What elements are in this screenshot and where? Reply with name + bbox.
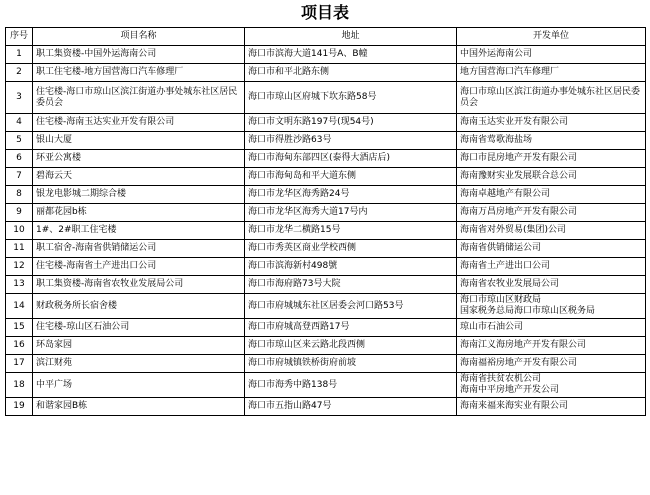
- table-body: [6, 46, 646, 416]
- developer-line: 海南豫财实业发展联合总公司: [460, 171, 578, 181]
- row-number: 9: [6, 204, 33, 222]
- project-address: 海口市龙华二横路15号: [245, 222, 457, 240]
- header-name: 项目名称: [33, 28, 245, 46]
- project-developer: [457, 150, 646, 168]
- project-developer: [457, 168, 646, 186]
- developer-line: 海南万昌房地产开发有限公司: [460, 207, 578, 217]
- project-developer: [457, 204, 646, 222]
- table-row: [6, 240, 646, 258]
- row-number: 17: [6, 355, 33, 373]
- table-row: [6, 258, 646, 276]
- row-number: 18: [6, 373, 33, 398]
- project-name: 中平广场: [33, 373, 245, 398]
- table-row: [6, 337, 646, 355]
- header-developer: 开发单位: [457, 28, 646, 46]
- project-name: 住宅楼-海南玉达实业开发有限公司: [33, 114, 245, 132]
- developer-line: 海南卓越地产有限公司: [460, 189, 551, 199]
- project-name: 住宅楼-海口市琼山区滨江街道办事处城东社区居民委员会: [33, 82, 245, 114]
- table-row: [6, 132, 646, 150]
- project-name: 滨江财苑: [33, 355, 245, 373]
- row-number: 10: [6, 222, 33, 240]
- developer-line: 海南省土产进出口公司: [460, 261, 551, 271]
- row-number: 14: [6, 294, 33, 319]
- project-address: 海口市五指山路47号: [245, 398, 457, 416]
- project-name: 环亚公寓楼: [33, 150, 245, 168]
- row-number: 7: [6, 168, 33, 186]
- table-row: [6, 222, 646, 240]
- table-row: [6, 82, 646, 114]
- project-name: 丽都花园b栋: [33, 204, 245, 222]
- project-address: 海口市府城高登西路17号: [245, 319, 457, 337]
- row-number: 15: [6, 319, 33, 337]
- row-number: 2: [6, 64, 33, 82]
- project-developer: [457, 355, 646, 373]
- project-developer: [457, 46, 646, 64]
- project-developer: [457, 64, 646, 82]
- project-name: 银山大厦: [33, 132, 245, 150]
- project-address: 海口市秀英区商业学校西侧: [245, 240, 457, 258]
- project-address: 海口市琼山区来云路北段西侧: [245, 337, 457, 355]
- developer-line: 地方国营海口汽车修理厂: [460, 67, 560, 77]
- developer-line: 海南省供销储运公司: [460, 243, 542, 253]
- row-number: 12: [6, 258, 33, 276]
- project-developer: [457, 258, 646, 276]
- header-no: 序号: [6, 28, 33, 46]
- project-name: 住宅楼-琼山区石油公司: [33, 319, 245, 337]
- project-developer: [457, 373, 646, 398]
- developer-line: 海南省莺歌海盐场: [460, 135, 533, 145]
- project-name: 职工集资楼-海南省农牧业发展局公司: [33, 276, 245, 294]
- project-name: 银龙电影城二期综合楼: [33, 186, 245, 204]
- project-address: 海口市海秀中路138号: [245, 373, 457, 398]
- project-developer: [457, 337, 646, 355]
- row-number: 3: [6, 82, 33, 114]
- project-table: [5, 27, 646, 416]
- developer-line: 海南福裕房地产开发有限公司: [460, 358, 578, 368]
- project-address: 海口市龙华区海秀路24号: [245, 186, 457, 204]
- table-row: [6, 398, 646, 416]
- project-developer: [457, 132, 646, 150]
- project-developer: [457, 240, 646, 258]
- row-number: 13: [6, 276, 33, 294]
- developer-line: 中国外运海南公司: [460, 49, 533, 59]
- developer-line: 海口市琼山区财政局: [460, 295, 542, 305]
- table-row: [6, 64, 646, 82]
- developer-line: 海南省对外贸易(集团)公司: [460, 225, 567, 235]
- developer-line: 国家税务总局海口市琼山区税务局: [460, 306, 596, 316]
- project-address: 海口市和平北路东侧: [245, 64, 457, 82]
- row-number: 8: [6, 186, 33, 204]
- table-row: [6, 204, 646, 222]
- row-number: 5: [6, 132, 33, 150]
- row-number: 11: [6, 240, 33, 258]
- developer-line: 海口市昆房地产开发有限公司: [460, 153, 578, 163]
- page-title: 项目表: [300, 3, 349, 22]
- table-row: [6, 46, 646, 64]
- project-address: 海口市滨海新村498號: [245, 258, 457, 276]
- project-address: 海口市文明东路197号(现54号): [245, 114, 457, 132]
- project-developer: [457, 319, 646, 337]
- row-number: 16: [6, 337, 33, 355]
- project-developer: [457, 222, 646, 240]
- project-address: 海口市滨海大道141号A、B幢: [245, 46, 457, 64]
- project-name: 财政税务所长宿舍楼: [33, 294, 245, 319]
- table-row: [6, 186, 646, 204]
- project-developer: [457, 186, 646, 204]
- header-address: 地址: [245, 28, 457, 46]
- row-number: 6: [6, 150, 33, 168]
- table-row: [6, 276, 646, 294]
- project-address: 海口市海府路73号大院: [245, 276, 457, 294]
- table-row: [6, 373, 646, 398]
- table-row: [6, 168, 646, 186]
- table-row: [6, 150, 646, 168]
- project-address: 海口市府城镇铁桥街府前坡: [245, 355, 457, 373]
- project-developer: [457, 276, 646, 294]
- row-number: 4: [6, 114, 33, 132]
- developer-line: 海南省农牧业发展局公司: [460, 279, 560, 289]
- table-row: [6, 319, 646, 337]
- project-developer: [457, 82, 646, 114]
- project-name: 碧海云天: [33, 168, 245, 186]
- project-name: 和谐家园B栋: [33, 398, 245, 416]
- developer-line: 琼山市石油公司: [460, 322, 524, 332]
- project-address: 海口市琼山区府城下坎东路58号: [245, 82, 457, 114]
- project-name: 环岛家园: [33, 337, 245, 355]
- project-address: 海口市得胜沙路63号: [245, 132, 457, 150]
- project-address: 海口市海甸东部四区(泰得大酒店后): [245, 150, 457, 168]
- project-address: 海口市海甸岛和平大道东侧: [245, 168, 457, 186]
- developer-line: 海南玉达实业开发有限公司: [460, 117, 569, 127]
- project-address: 海口市龙华区海秀大道17号内: [245, 204, 457, 222]
- developer-line: 海南江义海房地产开发有限公司: [460, 340, 587, 350]
- project-name: 1#、2#职工住宅楼: [33, 222, 245, 240]
- developer-line: 海南中平房地产开发公司: [460, 385, 560, 395]
- table-row: [6, 294, 646, 319]
- project-name: 职工宿舍-海南省供销储运公司: [33, 240, 245, 258]
- row-number: 19: [6, 398, 33, 416]
- project-name: 住宅楼-海南省土产进出口公司: [33, 258, 245, 276]
- project-address: 海口市府城城东社区居委会河口路53号: [245, 294, 457, 319]
- project-developer: [457, 398, 646, 416]
- project-name: 职工住宅楼-地方国营海口汽车修理厂: [33, 64, 245, 82]
- developer-line: 海南来福来海实业有限公司: [460, 401, 569, 411]
- project-developer: [457, 294, 646, 319]
- table-row: [6, 114, 646, 132]
- project-developer: [457, 114, 646, 132]
- row-number: 1: [6, 46, 33, 64]
- developer-line: 海南省扶贫农机公司: [460, 374, 542, 384]
- table-row: [6, 355, 646, 373]
- developer-line: 海口市琼山区滨江街道办事处城东社区居民委员会: [460, 86, 641, 108]
- header-row: [6, 28, 646, 46]
- project-name: 职工集资楼-中国外运海南公司: [33, 46, 245, 64]
